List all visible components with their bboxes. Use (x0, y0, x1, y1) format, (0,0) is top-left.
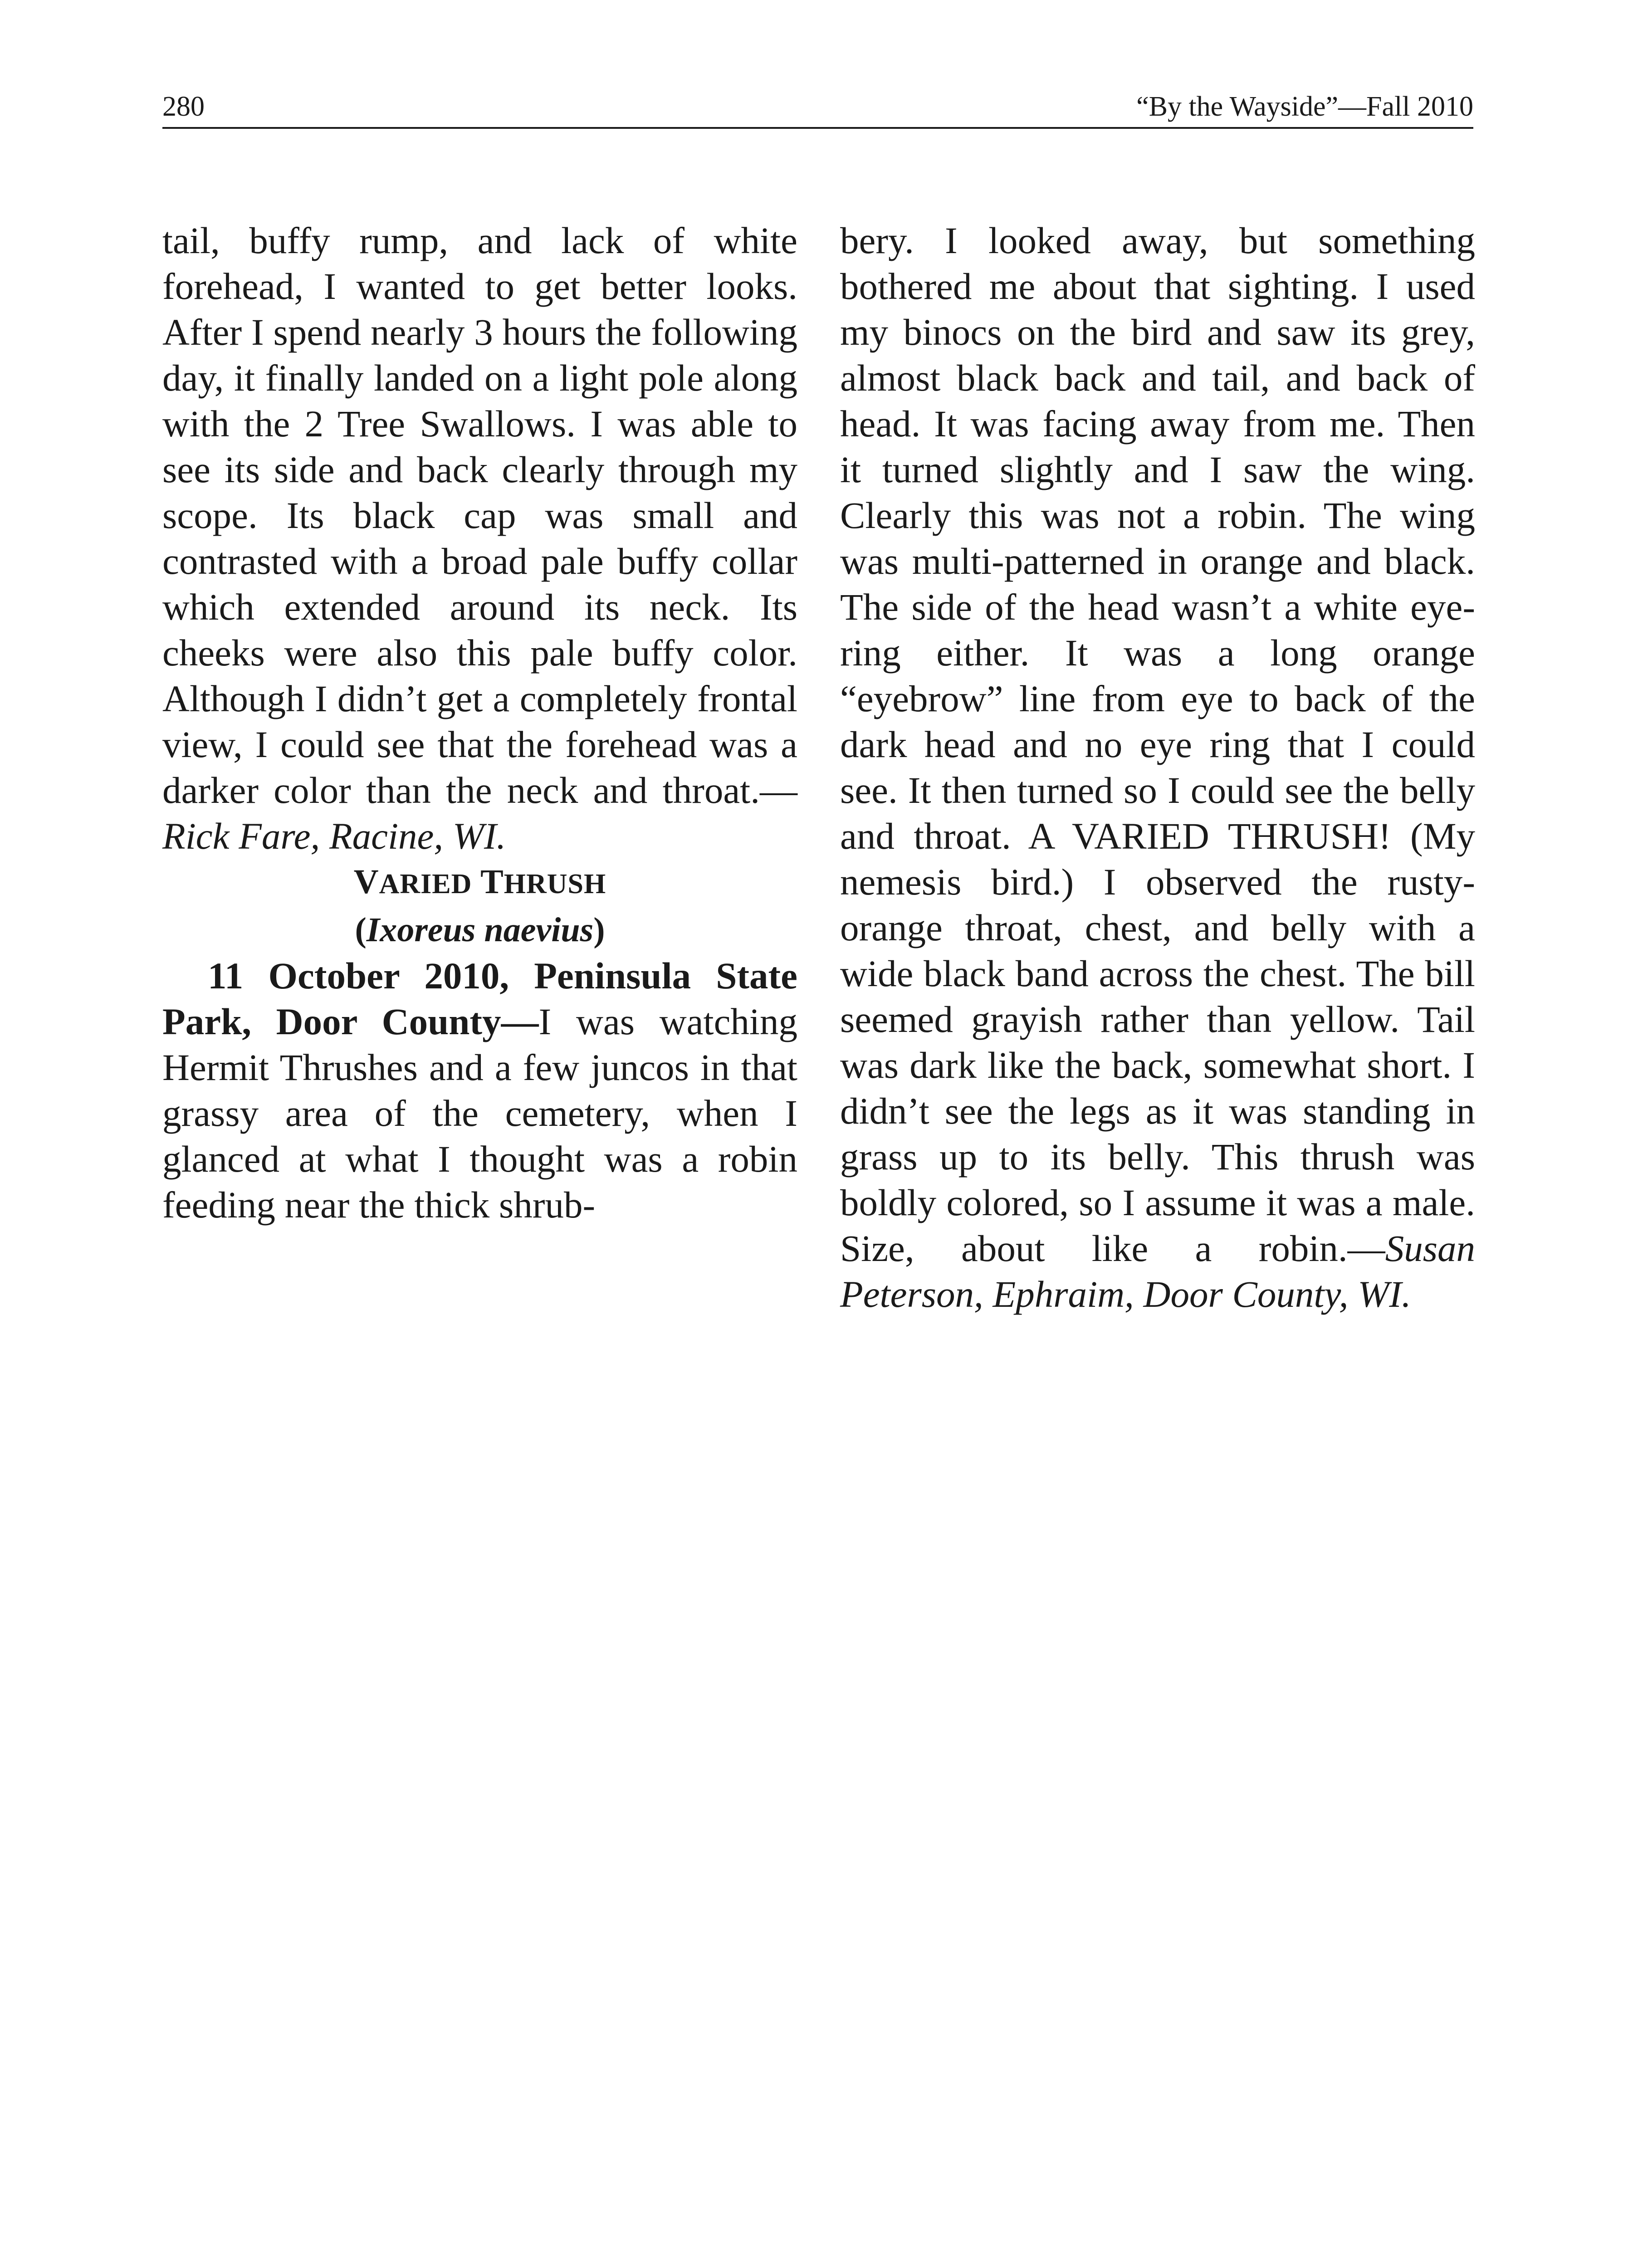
observer-signature: Rick Fare, Racine, WI. (162, 815, 506, 857)
latin-name-text: Ixoreus naevius (366, 911, 594, 949)
continued-paragraph (162, 218, 797, 859)
entry-signature: Susan Peterson, Ephraim, Door County, WI. (840, 1227, 1475, 1315)
latin-open-paren: ( (355, 911, 367, 949)
species-heading (162, 859, 797, 907)
latin-close-paren: ) (593, 911, 605, 949)
entry-paragraph-continued (840, 218, 1475, 1317)
journal-title: “By the Wayside”—Fall 2010 (1136, 91, 1473, 122)
entry-lead: 11 October 2010, Peninsula State Park, Door County— (162, 955, 797, 1042)
species-heading-initial-1: V (353, 863, 379, 901)
species-heading-initial-2: T (480, 863, 504, 901)
species-heading-rest-1: ARIED (379, 869, 472, 899)
species-heading-rest-2: HRUSH (504, 869, 606, 899)
species-latin-name (162, 907, 797, 953)
left-column (162, 218, 797, 1228)
entry-paragraph (162, 953, 797, 1228)
page-number: 280 (162, 91, 205, 122)
continued-text: tail, buffy rump, and lack of white forehead, I wanted to get better looks. After I spend nearly 3 hours the following day, it finally landed on a light pole along with the 2 Tree Swallows. I was able to see its side and back clearly through my scope. Its black cap was small and contrasted with a broad pale buffy collar which extended around its neck. Its cheeks were also this pale buffy color. Although I didn’t get a completely frontal view, I could see that the forehead was a darker color than the neck and throat.— (162, 220, 797, 811)
entry-text-left: I was watching Hermit Thrushes and a few juncos in that grassy area of the cemetery, when I glanced at what I thought was a robin feeding near the thick shrub- (162, 1001, 797, 1226)
right-column (840, 218, 1475, 1317)
entry-text-right: bery. I looked away, but something bothered me about that sighting. I used my binocs on the bird and saw its grey, almost black back and tail, and back of head. It was facing away from me. Then it turned slightly and I saw the wing. Clearly this was not a robin. The wing was multi-patterned in orange and black. The side of the head wasn’t a white eye-ring either. It was a long orange “eyebrow” line from eye to back of the dark head and no eye ring that I could see. It then turned so I could see the belly and throat. A VARIED THRUSH! (My nemesis bird.) I observed the rusty-orange throat, chest, and belly with a wide black band across the chest. The bill seemed grayish rather than yellow. Tail was dark like the back, somewhat short. I didn’t see the legs as it was standing in grass up to its belly. This thrush was boldly colored, so I assume it was a male. Size, about like a robin.— (840, 220, 1475, 1269)
running-head (162, 86, 1473, 129)
